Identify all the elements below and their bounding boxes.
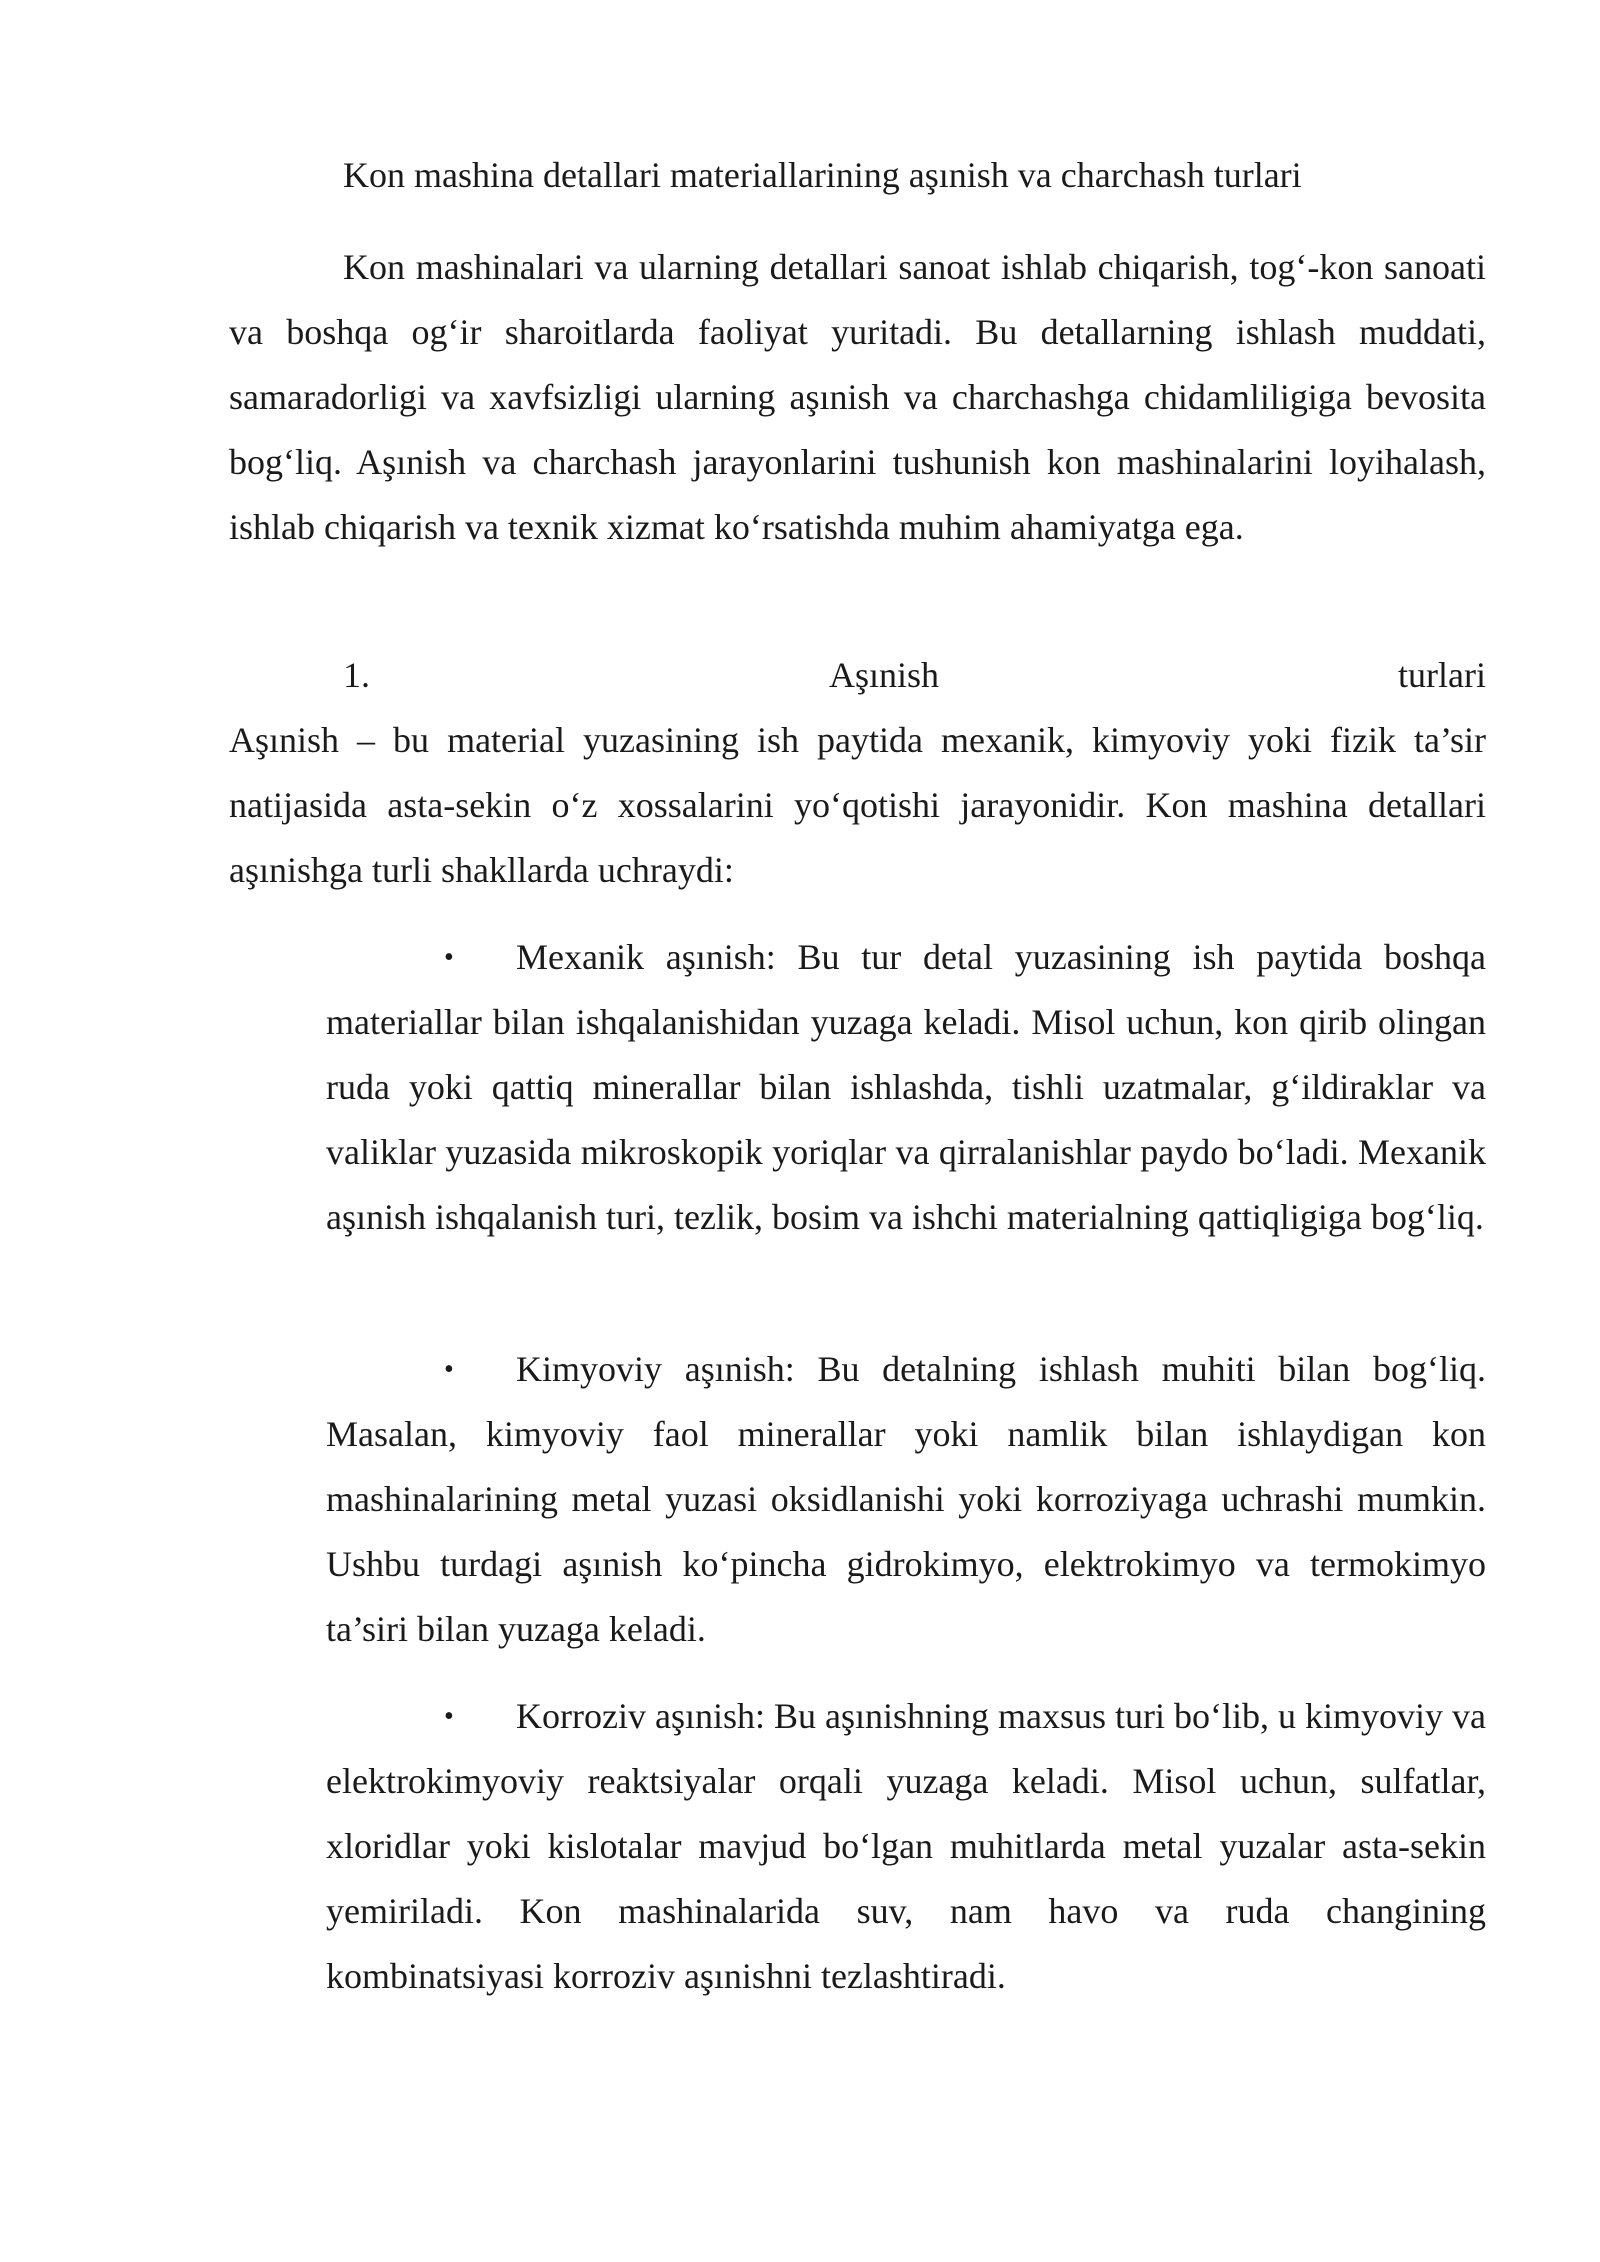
bullet-text: Korroziv aşınish: Bu aşınishning maxsus turi bo‘lib, u kimyoviy va elektrokimyoviy reaktsiyalar orqali yuzaga keladi. Misol uchun, sulfatlar, xloridlar yoki kislotalar mavjud bo‘lgan muhitlarda metal yuzalar asta-sekin yemiriladi. Kon mashinalarida suv, nam havo va ruda changining kombinatsiyasi korroziv aşınishni tezlashtiradi. <box>326 1696 1486 1996</box>
bullet-icon: • <box>444 942 454 973</box>
bullet-item-mexanik <box>326 925 1486 1250</box>
intro-paragraph: Kon mashinalari va ularning detallari sanoat ishlab chiqarish, tog‘-kon sanoati va boshqa og‘ir sharoitlarda faoliyat yuritadi. Bu detallarning ishlash muddati, samaradorligi va xavfsizligi ularning aşınish va charchashga chidamliligiga bevosita bog‘liq. Aşınish va charchash jarayonlarini tushunish kon mashinalarini loyihalash, ishlab chiqarish va texnik xizmat ko‘rsatishda muhim ahamiyatga ega. <box>229 247 1486 547</box>
section-heading-word: turlari <box>1398 655 1486 695</box>
bullet-text: Kimyoviy aşınish: Bu detalning ishlash muhiti bilan bog‘liq. Masalan, kimyoviy faol minerallar yoki namlik bilan ishlaydigan kon mashinalarining metal yuzasi oksidlanishi yoki korroziyaga uchrashi mumkin. Ushbu turdagi aşınish ko‘pincha gidrokimyo, elektrokimyo va termokimyo ta’siri bilan yuzaga keladi. <box>326 1349 1486 1649</box>
bullet-icon: • <box>444 1354 454 1385</box>
section-heading <box>343 643 1486 708</box>
bullet-item-kimyoviy <box>326 1337 1486 1662</box>
section-number: 1. <box>343 655 370 695</box>
document-title: Kon mashina detallari materiallarining aşınish va charchash turlari <box>343 155 1302 195</box>
definition-paragraph: Aşınish – bu material yuzasining ish paytida mexanik, kimyoviy yoki fizik ta’sir natijasida asta-sekin o‘z xossalarini yo‘qotishi jarayonidir. Kon mashina detallari aşınishga turli shakllarda uchraydi: <box>229 720 1486 890</box>
section-heading-word: Aşınish <box>829 655 940 695</box>
bullet-icon: • <box>444 1701 454 1732</box>
bullet-text: Mexanik aşınish: Bu tur detal yuzasining ish paytida boshqa materiallar bilan ishqalanishidan yuzaga keladi. Misol uchun, kon qirib olingan ruda yoki qattiq minerallar bilan ishlashda, tishli uzatmalar, g‘ildiraklar va valiklar yuzasida mikroskopik yoriqlar va qirralanishlar paydo bo‘ladi. Mexanik aşınish ishqalanish turi, tezlik, bosim va ishchi materialning qattiqligiga bog‘liq. <box>326 937 1486 1237</box>
bullet-item-korroziv <box>326 1684 1486 2009</box>
